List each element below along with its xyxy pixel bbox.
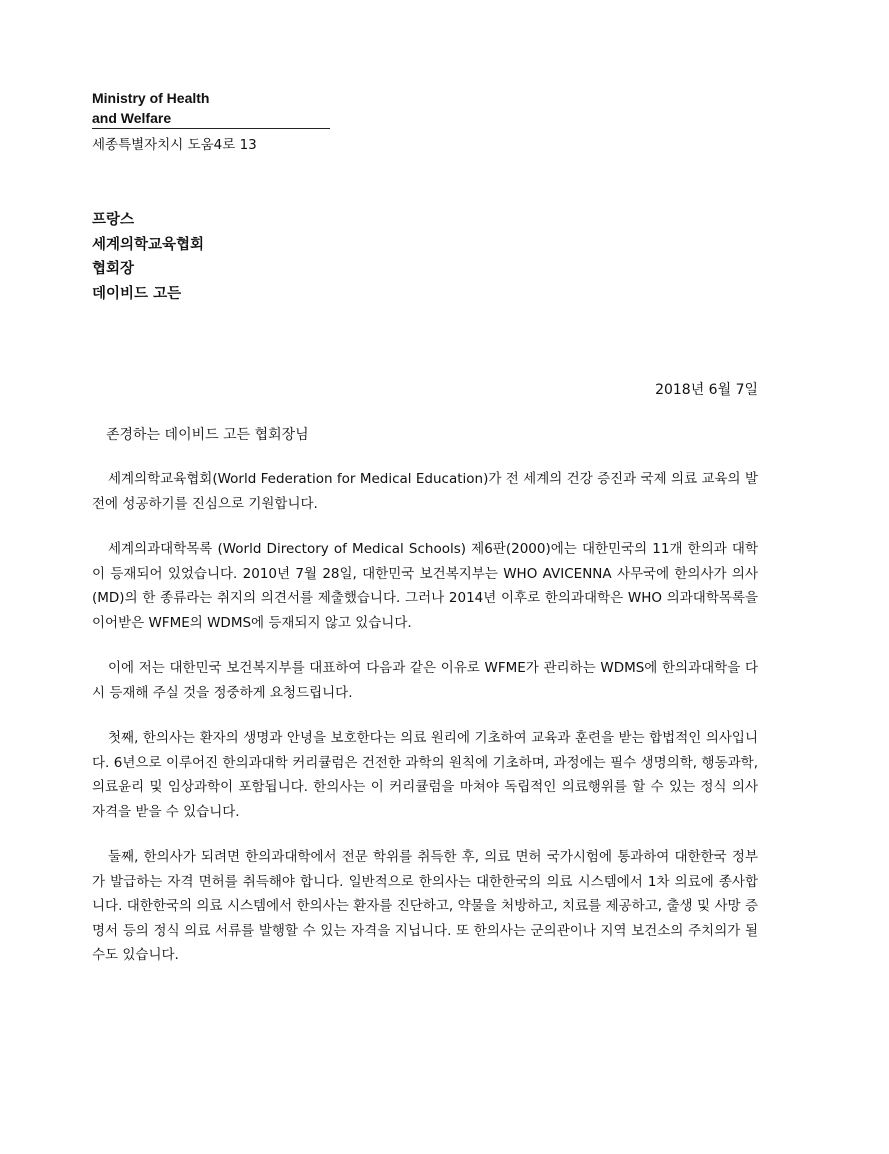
paragraph-3: 이에 저는 대한민국 보건복지부를 대표하여 다음과 같은 이유로 WFME가 관리하는 WDMS에 한의과대학을 다시 등재해 주실 것을 정중하게 요청드립니다. bbox=[92, 660, 758, 701]
paragraph-2: 세계의과대학목록 (World Directory of Medical Schools) 제6판(2000)에는 대한민국의 11개 한의과 대학이 등재되어 있었습니다. 2010년 7월 28일, 대한민국 보건복지부는 WHO AVICENNA 사무국에 한의사가 의사(MD)의 한 종류라는 취지의 의견서를 제출했습니다. 그러나 2014년 이후로 한의과대학은 WHO 의과대학목록을 이어받은 WFME의 WDMS에 등재되지 않고 있습니다. bbox=[92, 541, 758, 631]
sender-name-line1: Ministry of Health bbox=[92, 90, 210, 106]
letter-body bbox=[92, 423, 758, 968]
recipient-country: 프랑스 bbox=[92, 212, 135, 228]
sender-block bbox=[92, 88, 330, 157]
recipient-block bbox=[92, 208, 204, 306]
recipient-name: 데이비드 고든 bbox=[92, 285, 182, 302]
recipient-organization: 세계의학교육협회 bbox=[92, 236, 205, 253]
letter-date: 2018년 6월 7일 bbox=[655, 382, 758, 398]
salutation: 존경하는 데이비드 고든 협회장님 bbox=[106, 427, 309, 443]
paragraph-1: 세계의학교육협회(World Federation for Medical Education)가 전 세계의 건강 증진과 국제 의료 교육의 발전에 성공하기를 진심으로 기원합니다. bbox=[92, 471, 758, 512]
recipient-title: 협회장 bbox=[92, 261, 135, 277]
paragraph-5: 둘째, 한의사가 되려면 한의과대학에서 전문 학위를 취득한 후, 의료 면허 국가시험에 통과하여 대한한국 정부가 발급하는 자격 면허를 취득해야 합니다. 일반적으로 한의사는 대한한국의 의료 시스템에서 1차 의료에 종사합니다. 대한한국의 의료 시스템에서 한의사는 환자를 진단하고, 약물을 처방하고, 치료를 제공하고, 출생 및 사망 증명서 등의 정식 의료 서류를 발행할 수 있는 자격을 지닙니다. 또 한의사는 군의관이나 지역 보건소의 주치의가 될 수도 있습니다. bbox=[92, 849, 758, 963]
sender-address: 세종특별자치시 도움4로 13 bbox=[92, 137, 257, 153]
paragraph-4: 첫째, 한의사는 환자의 생명과 안녕을 보호한다는 의료 원리에 기초하여 교육과 훈련을 받는 합법적인 의사입니다. 6년으로 이루어진 한의과대학 커리큘럼은 건전한 과학의 원칙에 기초하며, 과정에는 필수 생명의학, 행동과학, 의료윤리 및 임상과학이 포함됩니다. 한의사는 이 커리큘럼을 마쳐야 독립적인 의료행위를 할 수 있는 정식 의사 자격을 받을 수 있습니다. bbox=[92, 730, 758, 820]
sender-name-line2: and Welfare bbox=[92, 108, 330, 129]
